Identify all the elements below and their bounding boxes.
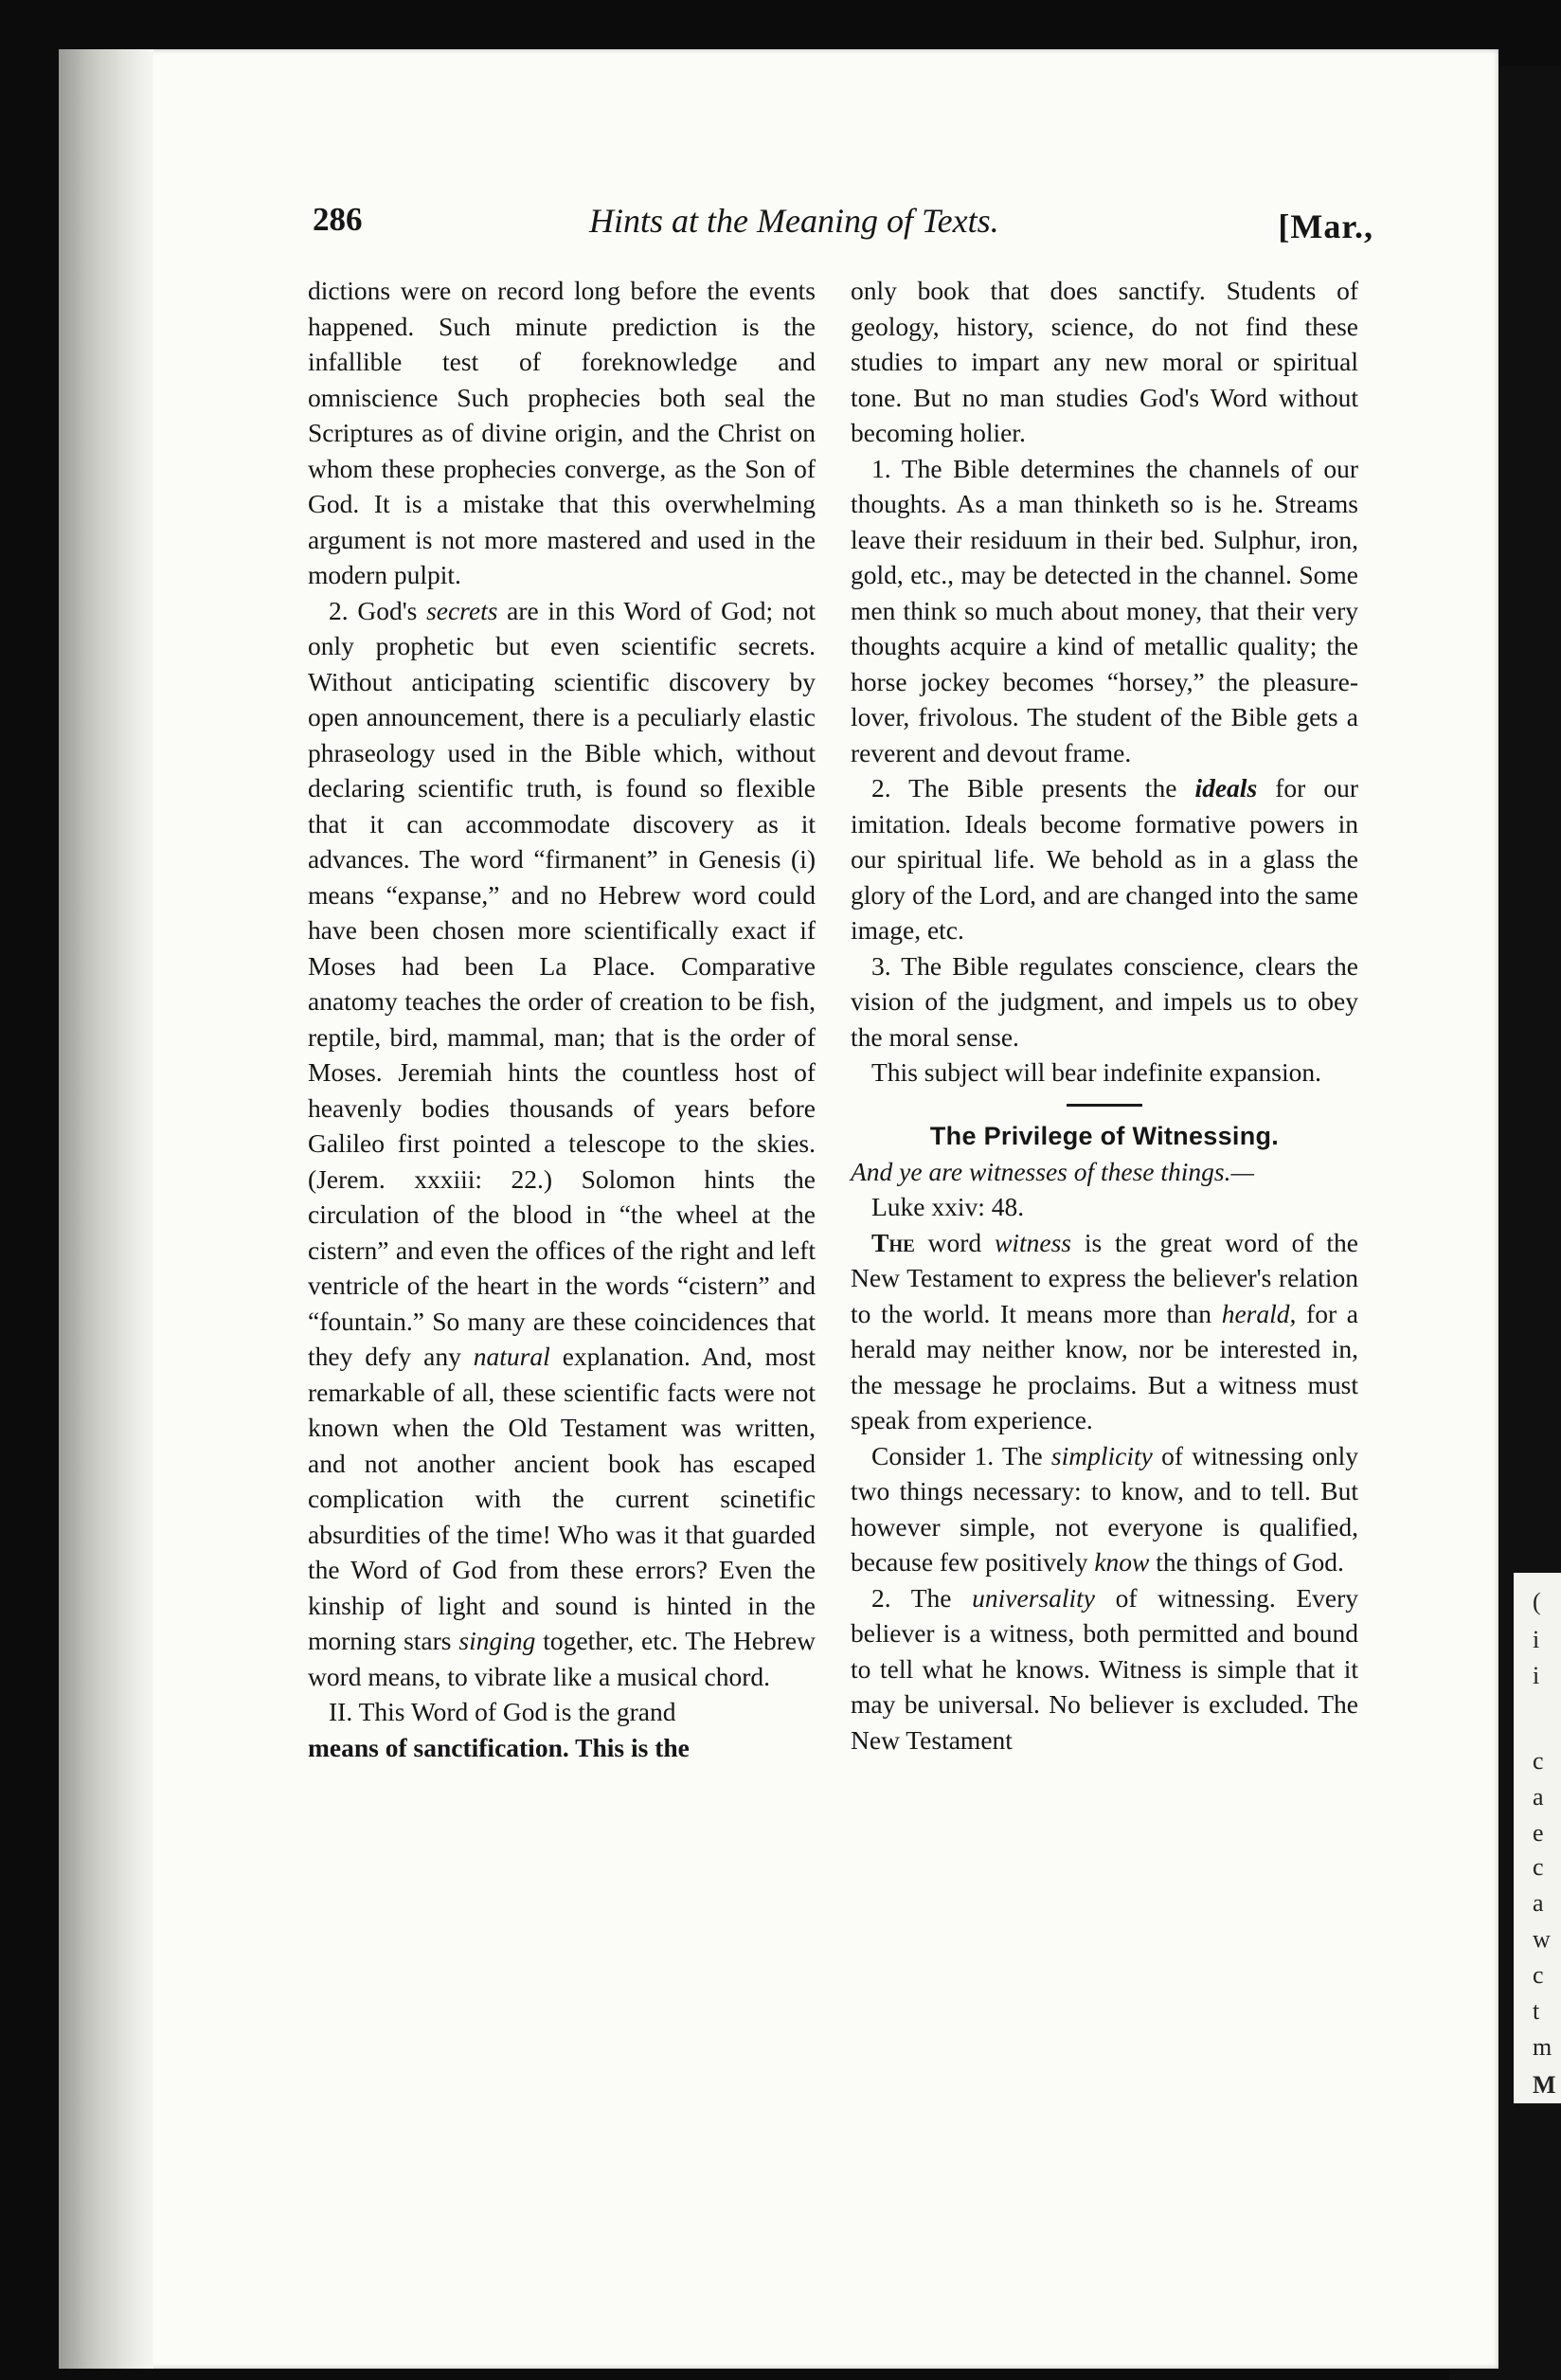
adjacent-page-fragment: a — [1533, 1783, 1544, 1811]
paragraph: 2. The universality of witnessing. Every believer is a witness, both permitted and bound to tell what he knows. Witness is simple that it may be universal. No believer is excluded. The New Testament — [851, 1582, 1358, 1755]
adjacent-page-fragment: i — [1533, 1626, 1540, 1653]
paragraph: 1. The Bible determines the channels of our thoughts. As a man thinketh so is he. Streams leave their residuum in their bed. Sulphur, iron, gold, etc., may be detected in the channel. Some men think so much about money, that their very thoughts acquire a kind of metallic quality; the horse jockey becomes “horsey,” the pleasure-lover, frivolous. The student of the Bible gets a reverent and devout frame. — [851, 453, 1358, 767]
paragraph: This subject will bear indefinite expansion. — [871, 1057, 1322, 1087]
right-column — [851, 273, 1358, 1758]
adjacent-page-fragment: w — [1533, 1925, 1551, 1953]
adjacent-page-fragment: i — [1533, 1662, 1540, 1689]
adjacent-page-fragment: c — [1533, 1853, 1544, 1881]
paragraph-bold-line: means of sanctification. This is the — [308, 1732, 690, 1762]
emphasis: singing — [458, 1626, 536, 1655]
paragraph: dictions were on record long before the events happened. Such minute prediction is the infallible test of foreknowledge and omniscience Such prophecies both seal the Scriptures as of divine origin, and the Christ on whom these prophecies converge, as the Son of God. It is a mistake that this overwhelming argument is not more mastered and used in the modern pulpit. — [308, 276, 816, 589]
emphasis: herald, — [1221, 1298, 1297, 1328]
paragraph: 3. The Bible regulates conscience, clears the vision of the judgment, and impels us to obey the moral sense. — [851, 950, 1358, 1052]
left-column — [308, 273, 816, 1765]
adjacent-page-fragment: a — [1533, 1889, 1544, 1917]
paragraph: II. This Word of God is the grand — [329, 1697, 676, 1726]
running-title: Hints at the Meaning of Texts. — [589, 202, 999, 240]
adjacent-page-fragment: ( — [1533, 1588, 1541, 1615]
emphasis: universality — [972, 1582, 1095, 1613]
emphasis: simplicity — [1050, 1440, 1153, 1470]
paragraph: only book that does sanctify. Students of geology, history, science, do not find these studies to impart any new moral or spiritual tone. But no man studies God's Word without becoming holier. — [851, 276, 1358, 447]
epigraph: And ye are witnesses of these things.— — [851, 1156, 1254, 1186]
adjacent-page-fragment: e — [1533, 1819, 1544, 1847]
paragraph: 2. The Bible presents the ideals for our imitation. Ideals become formative powers in our spiritual life. We behold as in a glass the glory of the Lord, and are changed into the same image, etc. — [851, 773, 1358, 945]
month-tag: [Mar., — [1278, 207, 1373, 245]
epigraph-reference: Luke xxiv: 48. — [871, 1192, 1025, 1221]
adjacent-page-fragment: c — [1533, 1961, 1544, 1989]
section-divider — [1067, 1104, 1142, 1107]
emphasis: secrets — [426, 595, 498, 625]
binding-gutter — [59, 49, 153, 2369]
emphasis: ideals — [1194, 773, 1258, 802]
paragraph: The word witness is the great word of the New Testament to express the believer's relation to the world. It means more than herald, for a herald may neither know, nor be interested in, the message he proclaims. But a witness must speak from experience. — [851, 1227, 1359, 1434]
paragraph: 2. God's secrets are in this Word of God; not only prophetic but even scientific secrets. Without anticipating scientific discovery by open announcement, there is a peculiarly elastic phraseology used in the Bible which, without declaring scientific truth, is found so flexible that it can accommodate discovery as it advances. The word “firmanent” in Genesis (i) means “expanse,” and no Hebrew word could have been chosen more scientifically exact if Moses had been La Place. Comparative anatomy teaches the order of creation to be fish, reptile, bird, mammal, man; that is the order of Moses. Jeremiah hints the countless host of heavenly bodies thousands of years before Galileo first pointed a telescope to the skies. (Jerem. xxxiii: 22.) Solomon hints the circulation of the blood in “the wheel at the cistern” and even the offices of the right and left ventricle of the heart in the words “cistern” and “fountain.” So many are these coincidences that they defy any natural explanation. And, most remarkable of all, these scientific facts were not known when the Old Testament was written, and not another ancient book has escaped complication with the current scinetific absurdities of the time! Who was it that guarded the Word of God from these errors? Even the kinship of light and sound is hinted in the morning stars singing together, etc. The Hebrew word means, to vibrate like a musical chord. — [308, 595, 816, 1691]
emphasis: know — [1094, 1547, 1150, 1577]
adjacent-page-edge — [1514, 1573, 1561, 2103]
adjacent-page-fragment: c — [1533, 1747, 1544, 1775]
adjacent-page-fragment: t — [1533, 1997, 1540, 2025]
emphasis: witness — [995, 1227, 1071, 1257]
page-number: 286 — [313, 201, 363, 238]
paragraph: Consider 1. The simplicity of witnessing only two things necessary: to know, and to tell. But however simple, not everyone is qualified, because few positively know the things of God. — [851, 1440, 1358, 1577]
adjacent-page-fragment: M — [1533, 2071, 1556, 2099]
running-header — [313, 201, 1373, 254]
emphasis: natural — [473, 1342, 550, 1371]
section-title: The Privilege of Witnessing. — [929, 1121, 1280, 1150]
adjacent-page-fragment: m — [1533, 2033, 1552, 2061]
